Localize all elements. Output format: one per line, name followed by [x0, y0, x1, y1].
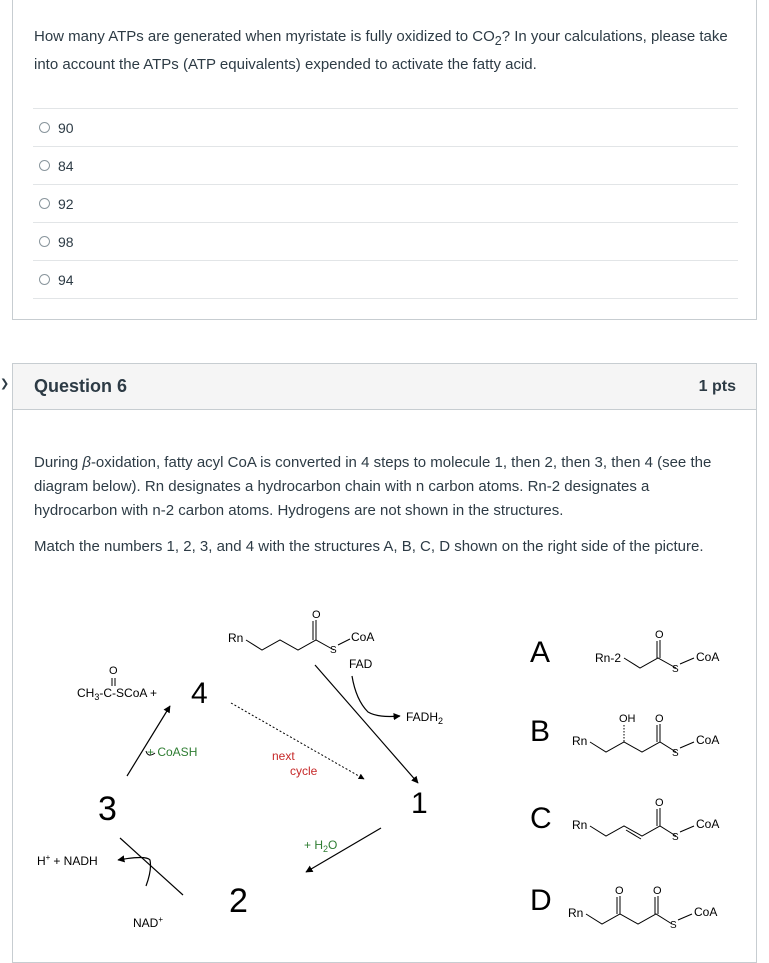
question-paragraph-2: Match the numbers 1, 2, 3, and 4 with the structures A, B, C, D shown on the right side of the picture.	[34, 538, 704, 555]
svg-text:Rn-2: Rn-2	[595, 651, 622, 665]
nadh-label: H+ + NADH	[37, 853, 98, 868]
svg-text:O: O	[655, 797, 664, 809]
question-6-header	[13, 364, 756, 410]
molecule-1-number: 1	[411, 787, 428, 820]
structure-r-label: Rn	[228, 631, 244, 645]
svg-text:O: O	[109, 665, 118, 677]
structure-d-letter: D	[530, 884, 552, 917]
current-question-marker-icon: ❯	[0, 378, 10, 390]
fad-label: FAD	[349, 657, 373, 671]
svg-text:Rn: Rn	[572, 818, 588, 832]
svg-text:CoA: CoA	[696, 733, 720, 747]
svg-text:Rn: Rn	[568, 906, 584, 920]
structure-c	[572, 797, 719, 843]
svg-text:S: S	[670, 920, 677, 931]
question-5-text: How many ATPs are generated when myristate is fully oxidized to $CO_2$? In your calculations, please take into account the ATPs (ATP equivalents) expended to activate the fatty acid.	[34, 28, 728, 73]
carbonyl-o-label: O	[312, 609, 321, 621]
water-label: + $H_2O$	[304, 838, 338, 854]
acyl-coa-structure	[228, 609, 374, 656]
nad-label: NAD+	[133, 915, 164, 930]
molecule-4-number: 4	[191, 677, 208, 710]
svg-text:S: S	[672, 748, 679, 759]
coa-label: CoA	[351, 630, 375, 644]
sulfur-label: S	[330, 645, 337, 656]
question-paragraph-1: During β-oxidation, fatty acyl CoA is converted in 4 steps to molecule 1, then 2, then 3, then 4 (see the diagram below). Rn designates a hydrocarbon chain with n carbon atoms. Rn-2 designates a hydrocarbon with n-2 carbon atoms. Hydrogens are not shown in the structures.	[34, 454, 712, 519]
answer-option[interactable]: 94	[33, 260, 738, 299]
svg-text:S: S	[672, 664, 679, 675]
beta-oxidation-diagram	[0, 590, 769, 956]
radio-button[interactable]	[39, 160, 50, 171]
svg-text:Rn: Rn	[572, 734, 588, 748]
coash-label: + CoASH	[147, 745, 198, 759]
acetyl-coa-structure	[77, 665, 157, 702]
acetyl-coa-label: $CH_3-C$-SCoA +	[77, 686, 158, 702]
svg-text:OH: OH	[619, 713, 636, 725]
structure-a	[595, 629, 719, 675]
svg-text:O: O	[655, 713, 664, 725]
structure-b	[572, 713, 719, 759]
molecule-3-number: 3	[98, 790, 117, 828]
svg-text:S: S	[672, 832, 679, 843]
answer-option[interactable]: 92	[33, 184, 738, 222]
next-label: next	[272, 749, 295, 763]
molecule-2-number: 2	[229, 882, 248, 920]
structure-b-letter: B	[530, 715, 551, 748]
radio-button[interactable]	[39, 122, 50, 133]
answer-option[interactable]: 90	[33, 108, 738, 146]
svg-text:O: O	[655, 629, 664, 641]
fadh2-label: $FADH_2$	[406, 710, 444, 726]
svg-text:O: O	[653, 885, 662, 897]
radio-button[interactable]	[39, 274, 50, 285]
cycle-label: cycle	[290, 764, 318, 778]
svg-text:CoA: CoA	[694, 905, 718, 919]
question-title: Question 6	[34, 376, 128, 396]
answer-list	[33, 108, 738, 299]
svg-text:CoA: CoA	[696, 817, 720, 831]
answer-option[interactable]: 98	[33, 222, 738, 260]
radio-button[interactable]	[39, 198, 50, 209]
question-points: 1 pts	[698, 377, 736, 395]
svg-text:CoA: CoA	[696, 650, 720, 664]
radio-button[interactable]	[39, 236, 50, 247]
answer-option[interactable]: 84	[33, 146, 738, 184]
question-6-text	[34, 451, 734, 571]
structure-a-letter: A	[530, 636, 551, 669]
question-5-card	[12, 0, 757, 320]
structure-d	[568, 885, 717, 931]
structure-c-letter: C	[530, 802, 552, 835]
svg-text:O: O	[615, 885, 624, 897]
